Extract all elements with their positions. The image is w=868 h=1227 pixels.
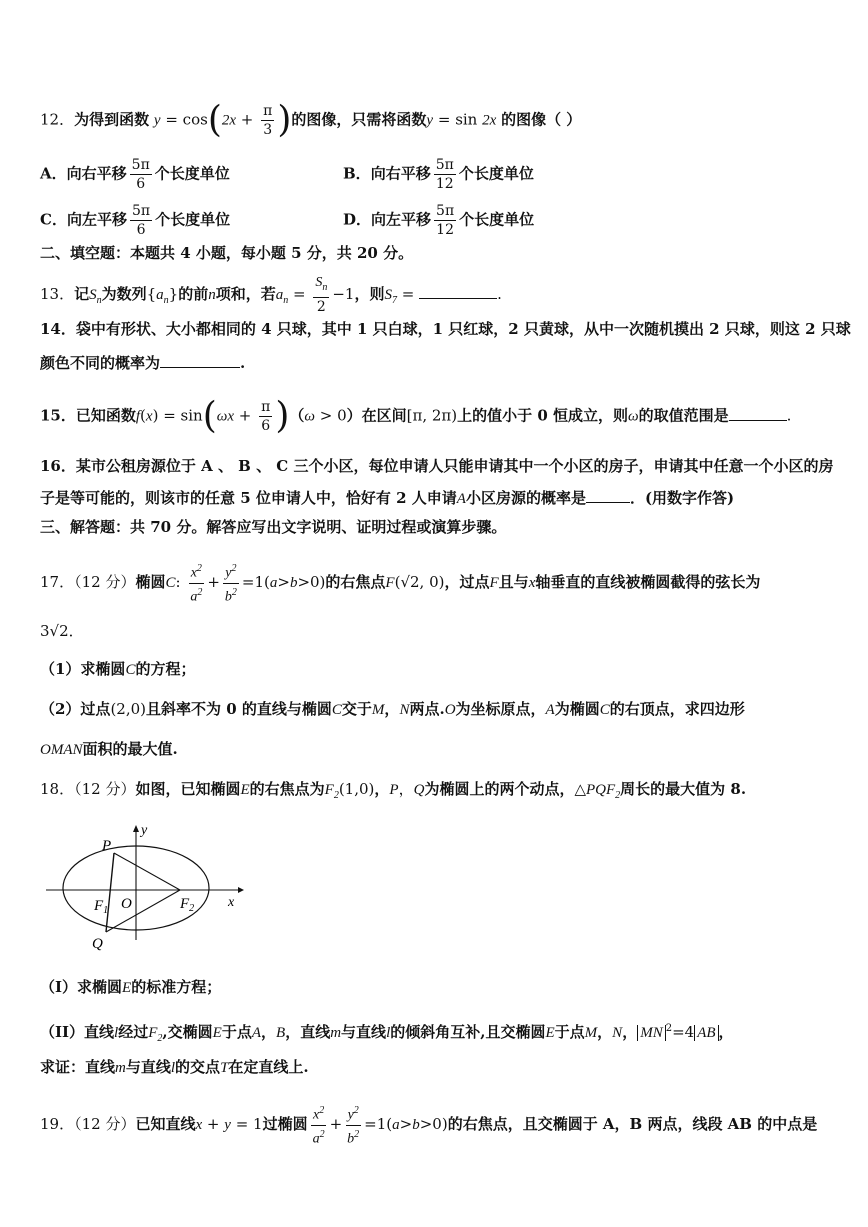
q16-line2: 子是等可能的，则该市的任意 5 位申请人中，恰好有 2 人申请A小区房源的概率是 ．(用数字作答) bbox=[40, 489, 735, 507]
q16-line1: 16．某市公租房源位于 A 、 B 、 C 三个小区，每位申请人只能申请其中一个小区的房子，申请其中任意一个小区的房 bbox=[40, 457, 834, 475]
label-q: Q bbox=[92, 936, 103, 952]
math-y-cos: y bbox=[153, 112, 161, 129]
q12-stem: 12．为得到函数 y = cos(2x + $\frac{\pi}{3}$ )的图像，只需将函数y = sin 2x 的图像（ ） bbox=[40, 99, 582, 141]
answer-blank-13[interactable] bbox=[419, 284, 497, 299]
segment-pq bbox=[106, 853, 114, 932]
q18-part2-cont: 求证：直线m与直线l的交点T在定直线上. bbox=[40, 1058, 309, 1076]
label-o: O bbox=[121, 896, 132, 912]
ellipse-figure bbox=[44, 822, 244, 952]
q14-line1: 14．袋中有形状、大小都相同的 4 只球，其中 1 只白球，1 只红球，2 只黄球，从中一次随机摸出 2 只球，则这 2 只球 bbox=[40, 320, 851, 338]
label-f2: $F_2$ bbox=[180, 896, 195, 914]
option-d[interactable]: D．向左平移 $\frac{5\pi}{12}$ 个长度单位 bbox=[343, 203, 535, 238]
segment-pf2 bbox=[114, 853, 180, 890]
label-y: y bbox=[141, 823, 148, 838]
q19-stem: 19．（12 分）已知直线x + y = 1过椭圆 $\frac{x^2}{a^2}$ + $\frac{y^2}{b^2}$ =1(a>b>0)的右焦点，且交椭圆于 A，B 两点，线段 AB 的中点是 bbox=[40, 1102, 817, 1148]
q17-chord: 3√2． bbox=[40, 622, 84, 640]
q13-stem: 13．记$S_n$为数列$\{a_n\}$的前n项和，若$a_n$ = $\frac{S_n}{2}$ −1，则$S_7$ = . bbox=[40, 275, 502, 315]
q17-part1: （1）求椭圆C的方程； bbox=[40, 660, 196, 678]
q17-part2: （2）过点(2,0)且斜率不为 0 的直线与椭圆C交于M，N两点.O为坐标原点，A为椭圆C的右顶点，求四边形 bbox=[40, 700, 745, 718]
q17-stem: 17．（12 分）椭圆C: $\frac{x^2}{a^2}$ + $\frac{y^2}{b^2}$ =1(a>b>0)的右焦点F(√2, 0)，过点F且与x轴垂直的直线被椭圆截得的弦长为 bbox=[40, 560, 760, 606]
label-f1: $F_1$ bbox=[94, 898, 109, 916]
answer-blank-15[interactable] bbox=[729, 406, 787, 421]
answer-blank-14[interactable] bbox=[160, 353, 240, 368]
q18-part2: （II）直线l经过$F_2$,交椭圆E于点A，B，直线m与直线l的倾斜角互补,且交椭圆E于点M，N， MN $^2$=4 AB ， bbox=[40, 1023, 734, 1044]
y-axis-arrow bbox=[133, 825, 139, 832]
q18-part1: （I）求椭圆E的标准方程； bbox=[40, 978, 222, 996]
q14-line2: 颜色不同的概率为 . bbox=[40, 354, 246, 372]
x-axis-arrow bbox=[238, 887, 244, 893]
label-x: x bbox=[228, 895, 235, 910]
option-a[interactable]: A．向右平移 $\frac{5\pi}{6}$ 个长度单位 bbox=[40, 157, 230, 192]
fraction-pi-3: $\frac{\pi}{3}$ bbox=[263, 103, 273, 138]
option-c[interactable]: C．向左平移 $\frac{5\pi}{6}$ 个长度单位 bbox=[40, 203, 231, 238]
section-2-heading: 二、填空题：本题共 4 小题，每小题 5 分，共 20 分。 bbox=[40, 244, 414, 262]
section-3-heading: 三、解答题：共 70 分。解答应写出文字说明、证明过程或演算步骤。 bbox=[40, 518, 507, 536]
option-b[interactable]: B．向右平移 $\frac{5\pi}{12}$ 个长度单位 bbox=[343, 157, 534, 192]
q15-stem: 15．已知函数f(x) = sin(ωx + $\frac{\pi}{6}$ )（ω > 0）在区间[π, 2π)上的值小于 0 恒成立，则ω的取值范围是 . bbox=[40, 395, 792, 437]
q18-stem: 18．（12 分）如图，已知椭圆E的右焦点为$F_2(1,0)$，P，Q为椭圆上的两个动点，$\triangle PQF_2$周长的最大值为 8. bbox=[40, 780, 747, 801]
q17-part2-cont: OMAN面积的最大值. bbox=[40, 740, 178, 758]
label-p: P bbox=[102, 838, 112, 854]
answer-blank-16[interactable] bbox=[586, 488, 630, 503]
